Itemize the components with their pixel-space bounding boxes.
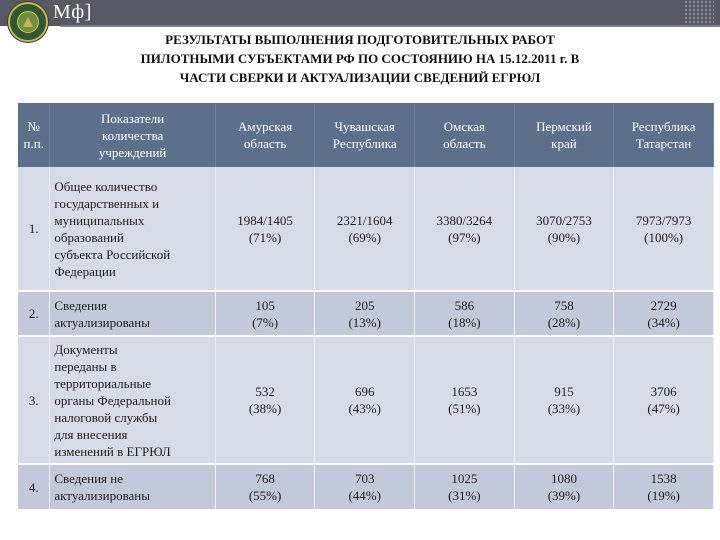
cell-value: 205 (13%) — [315, 291, 415, 336]
row-number: 2. — [18, 291, 50, 336]
header-indicator: Показатели количества учреждений — [50, 103, 215, 167]
cell-value: 703 (44%) — [315, 464, 415, 510]
cell-value: 2729 (34%) — [614, 291, 714, 336]
cell-value: 768 (55%) — [215, 464, 315, 510]
slide-title — [30, 30, 690, 87]
header-amur: Амурская область — [215, 103, 315, 167]
table-row — [18, 291, 714, 336]
cell-value: 2321/1604 (69%) — [315, 167, 415, 291]
row-indicator: Сведения не актуализированы — [50, 464, 215, 510]
decorative-dots — [684, 0, 714, 26]
cell-value: 3070/2753 (90%) — [514, 167, 614, 291]
row-indicator: Общее количество государственных и муниципальных образований субъекта Российской Федерации — [50, 167, 215, 291]
cell-value: 1025 (31%) — [415, 464, 515, 510]
title-line-2: ПИЛОТНЫМИ СУБЪЕКТАМИ РФ ПО СОСТОЯНИЮ НА 15.12.2011 г. В — [140, 51, 580, 66]
row-indicator: Документы переданы в территориальные органы Федеральной налоговой службы для внесения изменений в ЕГРЮЛ — [50, 336, 215, 464]
cell-value: 1984/1405 (71%) — [215, 167, 315, 291]
cell-value: 3706 (47%) — [614, 336, 714, 464]
cell-value: 3380/3264 (97%) — [415, 167, 515, 291]
row-number: 3. — [18, 336, 50, 464]
cell-value: 586 (18%) — [415, 291, 515, 336]
results-table — [18, 103, 714, 511]
cell-value: 758 (28%) — [514, 291, 614, 336]
top-bar — [0, 0, 720, 26]
table-header-row — [18, 103, 714, 167]
cell-value: 105 (7%) — [215, 291, 315, 336]
title-line-3: ЧАСТИ СВЕРКИ И АКТУАЛИЗАЦИИ СВЕДЕНИЙ ЕГРЮЛ — [179, 70, 541, 85]
cell-value: 7973/7973 (100%) — [614, 167, 714, 291]
table-row — [18, 336, 714, 464]
row-number: 4. — [18, 464, 50, 510]
row-indicator: Сведения актуализированы — [50, 291, 215, 336]
header-number: № п.п. — [18, 103, 50, 167]
cell-value: 1080 (39%) — [514, 464, 614, 510]
table-row — [18, 464, 714, 510]
table-row — [18, 167, 714, 291]
row-number: 1. — [18, 167, 50, 291]
header-omsk: Омская область — [415, 103, 515, 167]
emblem-core — [23, 17, 33, 27]
title-line-1: РЕЗУЛЬТАТЫ ВЫПОЛНЕНИЯ ПОДГОТОВИТЕЛЬНЫХ РАБОТ — [165, 32, 555, 47]
cell-value: 696 (43%) — [315, 336, 415, 464]
top-bar-underline — [60, 25, 720, 27]
cell-value: 1653 (51%) — [415, 336, 515, 464]
header-perm: Пермский край — [514, 103, 614, 167]
cell-value: 1538 (19%) — [614, 464, 714, 510]
header-tatarstan: Республика Татарстан — [614, 103, 714, 167]
header-chuvash: Чувашская Республика — [315, 103, 415, 167]
cell-value: 532 (38%) — [215, 336, 315, 464]
cell-value: 915 (33%) — [514, 336, 614, 464]
logo-text: Мф] — [53, 1, 92, 23]
